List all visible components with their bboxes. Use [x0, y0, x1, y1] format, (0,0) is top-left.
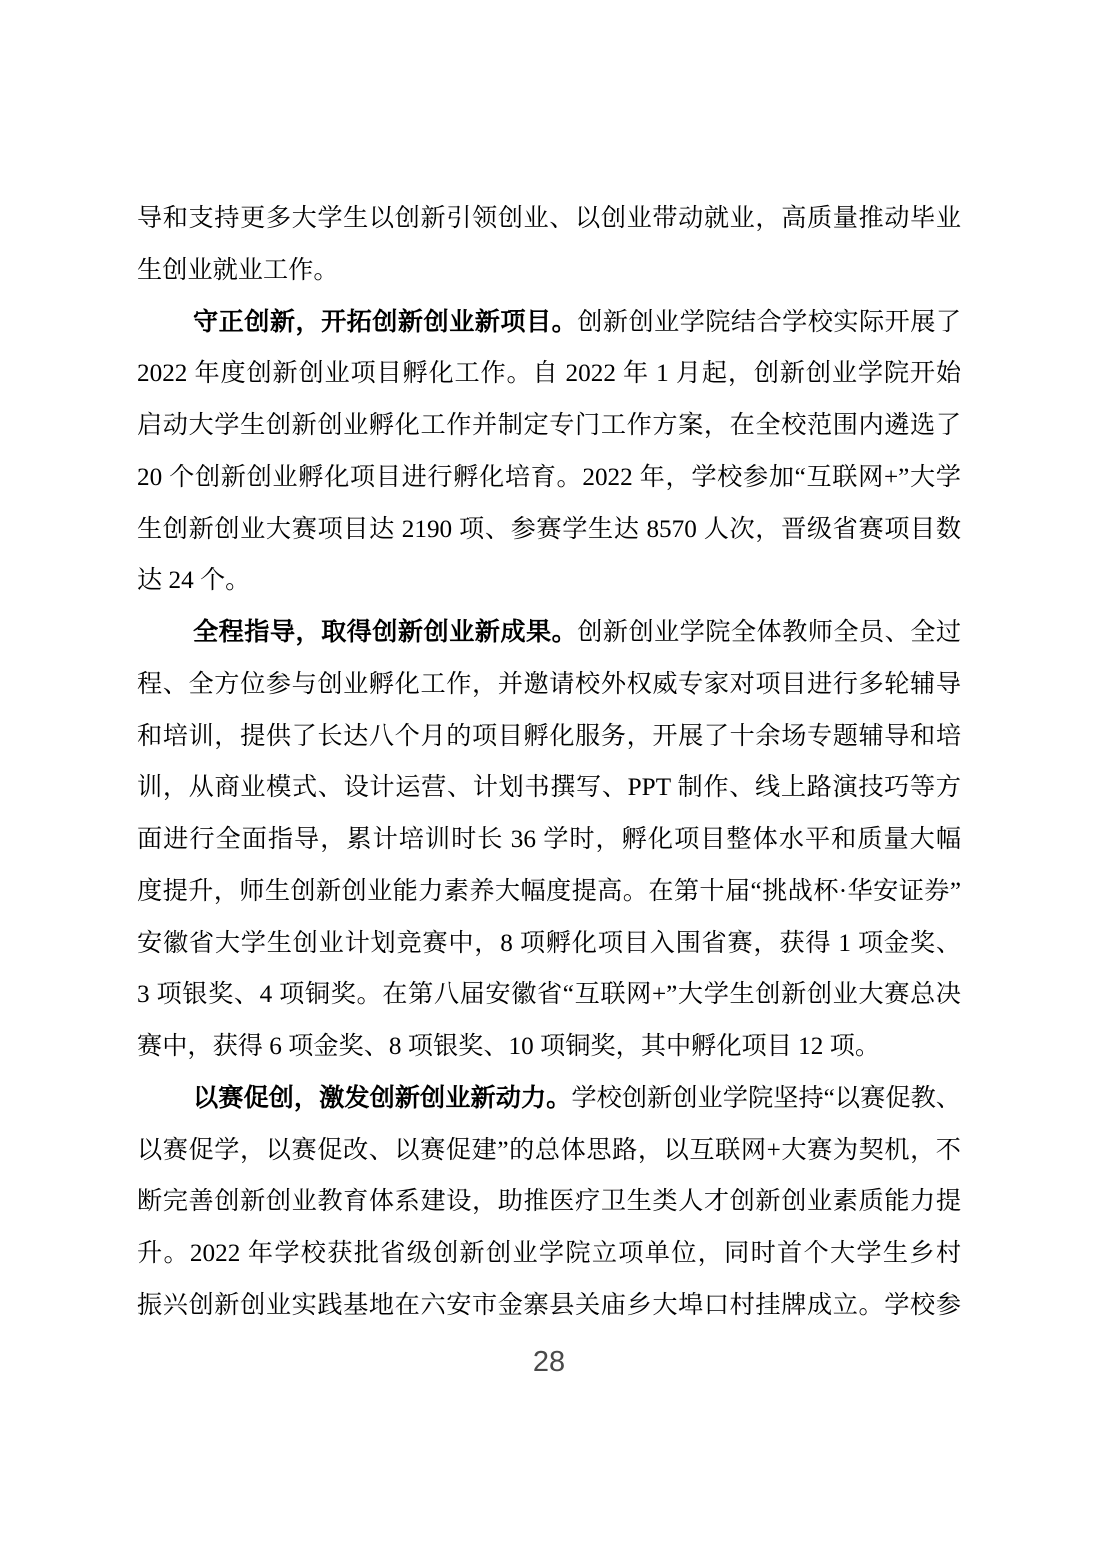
paragraph-continuation — [137, 193, 961, 297]
paragraph-text: 以赛促学，以赛促改、以赛促建”的总体思路，以互联网+大赛为契机，不 — [137, 1136, 961, 1164]
paragraph-text: 和培训，提供了长达八个月的项目孵化服务，开展了十余场专题辅导和培 — [137, 722, 961, 750]
text-line — [137, 297, 961, 349]
paragraph-text: 生创新创业大赛项目达 2190 项、参赛学生达 8570 人次，晋级省赛项目数 — [137, 515, 961, 543]
text-line — [137, 1176, 961, 1228]
paragraph-text: 启动大学生创新创业孵化工作并制定专门工作方案，在全校范围内遴选了 — [137, 412, 961, 439]
text-line — [137, 400, 961, 452]
text-line — [137, 245, 961, 297]
paragraph-shouzheng-chuangxin — [137, 297, 961, 608]
paragraph-text: 升。2022 年学校获批省级创新创业学院立项单位，同时首个大学生乡村 — [137, 1240, 961, 1267]
text-line — [137, 659, 961, 711]
page-number: 28 — [532, 1346, 566, 1378]
paragraph-text: 学校创新创业学院坚持“以赛促教、 — [571, 1084, 961, 1112]
text-line — [137, 555, 961, 607]
paragraph-text: 振兴创新创业实践基地在六安市金寨县关庙乡大埠口村挂牌成立。学校参 — [137, 1291, 961, 1319]
paragraph-text: 程、全方位参与创业孵化工作，并邀请校外权威专家对项目进行多轮辅导 — [137, 670, 961, 698]
text-line — [137, 1280, 961, 1332]
paragraph-lead-bold: 守正创新，开拓创新创业新项目。 — [193, 308, 578, 336]
text-line — [137, 504, 961, 556]
paragraph-text: 赛中，获得 6 项金奖、8 项银奖、10 项铜奖，其中孵化项目 12 项。 — [137, 1033, 881, 1060]
text-line — [137, 866, 961, 918]
paragraph-text: 度提升，师生创新创业能力素养大幅度提高。在第十届“挑战杯·华安证券” — [137, 877, 961, 905]
paragraph-lead-bold: 以赛促创，激发创新创业新动力。 — [193, 1084, 572, 1112]
text-line — [137, 193, 961, 245]
text-line — [137, 969, 961, 1021]
text-line — [137, 762, 961, 814]
paragraph-text: 创新创业学院结合学校实际开展了 — [577, 308, 961, 336]
text-line — [137, 452, 961, 504]
paragraph-quancheng-zhidao — [137, 607, 961, 1073]
paragraph-text: 安徽省大学生创业计划竞赛中，8 项孵化项目入围省赛，获得 1 项金奖、 — [137, 929, 961, 957]
text-line — [137, 711, 961, 763]
document-text-block — [137, 193, 961, 1332]
text-line — [137, 814, 961, 866]
paragraph-text: 创新创业学院全体教师全员、全过 — [577, 619, 961, 646]
text-line — [137, 1021, 961, 1073]
paragraph-text: 20 个创新创业孵化项目进行孵化培育。2022 年，学校参加“互联网+”大学 — [137, 463, 961, 491]
text-line — [137, 348, 961, 400]
text-line — [137, 1228, 961, 1280]
text-line — [137, 1073, 961, 1125]
paragraph-text: 3 项银奖、4 项铜奖。在第八届安徽省“互联网+”大学生创新创业大赛总决 — [137, 981, 961, 1009]
paragraph-yisai-cuchuang — [137, 1073, 961, 1332]
text-line — [137, 607, 961, 659]
paragraph-text: 生创业就业工作。 — [137, 256, 339, 284]
text-line — [137, 1125, 961, 1177]
paragraph-text: 断完善创新创业教育体系建设，助推医疗卫生类人才创新创业素质能力提 — [137, 1188, 961, 1216]
paragraph-text: 面进行全面指导，累计培训时长 36 学时，孵化项目整体水平和质量大幅 — [137, 826, 961, 853]
paragraph-text: 导和支持更多大学生以创新引领创业、以创业带动就业，高质量推动毕业 — [137, 205, 961, 232]
paragraph-text: 训，从商业模式、设计运营、计划书撰写、PPT 制作、线上路演技巧等方 — [137, 774, 961, 802]
paragraph-text: 2022 年度创新创业项目孵化工作。自 2022 年 1 月起，创新创业学院开始 — [137, 360, 961, 388]
text-line — [137, 918, 961, 970]
paragraph-text: 达 24 个。 — [137, 567, 251, 595]
paragraph-lead-bold: 全程指导，取得创新创业新成果。 — [193, 619, 578, 646]
